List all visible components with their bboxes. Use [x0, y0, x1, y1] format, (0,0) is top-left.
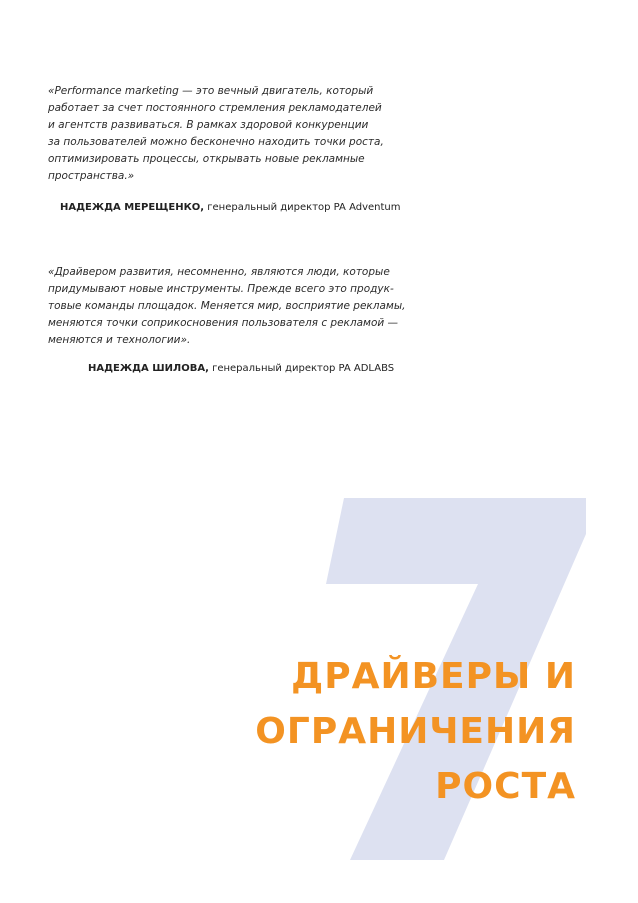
quote-line: работает за счет постоянного стремления рекламодателей: [48, 102, 382, 115]
quote-line: «Performance marketing — это вечный двигатель, который: [48, 85, 374, 97]
author-title: генеральный директор PA Adventum: [204, 202, 401, 213]
chapter-heading-line: РОСТА: [435, 766, 576, 807]
quote-line: оптимизировать процессы, открывать новые рекламные: [48, 153, 365, 166]
author-name: НАДЕЖДА МЕРЕЩЕНКО,: [60, 202, 205, 213]
quote-adlabs: [48, 264, 405, 349]
quote-line: придумывают новые инструменты. Прежде всего это продук-: [48, 283, 394, 296]
quote-line: меняются точки соприкосновения пользователя с рекламой —: [48, 317, 399, 330]
quote-adventum: [48, 83, 384, 186]
author-title: генеральный директор PA ADLABS: [208, 363, 395, 374]
quote-line: «Драйвером развития, несомненно, являются люди, которые: [48, 266, 390, 278]
chapter-heading: [255, 649, 576, 814]
quote-line: пространства.»: [48, 170, 135, 183]
quote-line: за пользователей можно бесконечно находить точки роста,: [48, 136, 384, 149]
chapter-heading-line: ОГРАНИЧЕНИЯ: [255, 711, 576, 752]
quote-author-adventum: [60, 202, 401, 213]
author-name: НАДЕЖДА ШИЛОВА,: [88, 363, 209, 374]
chapter-heading-line: ДРАЙВЕРЫ И: [291, 656, 576, 697]
quote-line: меняются и технологии».: [48, 334, 191, 347]
quote-line: товые команды площадок. Меняется мир, восприятие рекламы,: [48, 300, 406, 313]
quote-author-adlabs: [88, 363, 394, 374]
quote-line: и агентств развиваться. В рамках здоровой конкуренции: [48, 119, 369, 132]
